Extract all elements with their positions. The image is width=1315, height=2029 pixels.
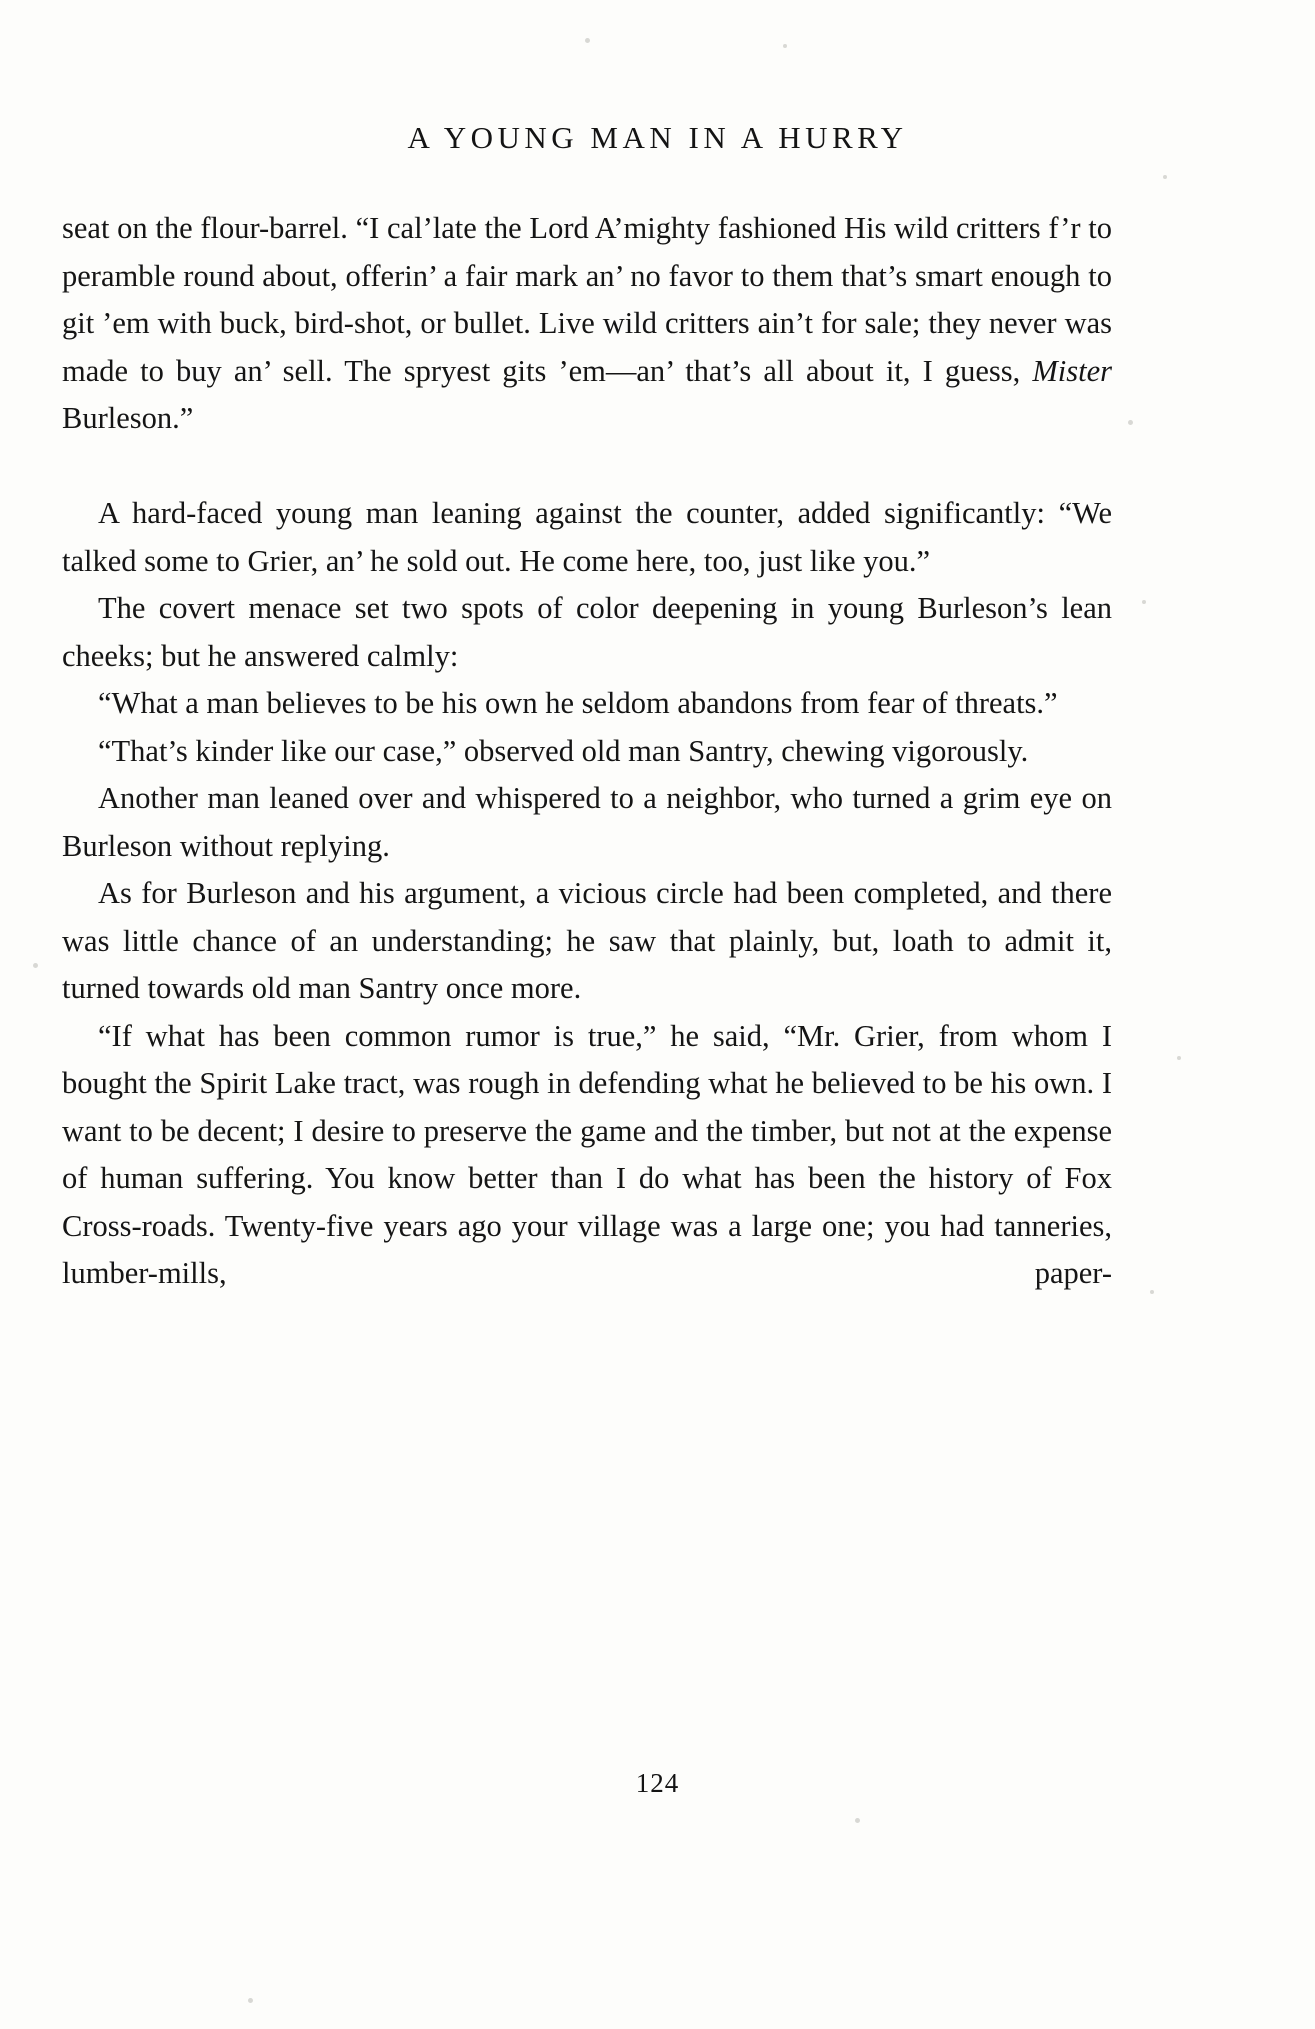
page-number: 124 <box>635 1768 680 1798</box>
scan-speck <box>1150 1290 1154 1294</box>
scan-speck <box>855 1818 860 1823</box>
scan-speck <box>33 963 38 968</box>
scan-speck <box>1128 420 1133 425</box>
paragraph-3: The covert menace set two spots of color deepening in young Burleson’s lean cheeks; but he answered calmly: <box>62 591 1112 673</box>
paragraph-1 <box>62 205 1112 490</box>
paragraph-1-italic: Mister <box>1032 353 1112 388</box>
paragraph-2: A hard-faced young man leaning against the counter, added significantly: “We talked some to Grier, an’ he sold out. He come here, too, just like you.” <box>62 496 1112 578</box>
paragraph-1-text-after: Burleson.” <box>62 401 194 435</box>
scan-speck <box>783 44 787 48</box>
scan-speck <box>1142 600 1146 604</box>
paragraph-1-text: seat on the flour-barrel. “I cal’late the Lord A’mighty fashioned His wild critters f’r to peramble round about, offerin’ a fair mark an’ no favor to them that’s smart enough to git ’em with buck, bird-shot, or bullet. Live wild critters ain’t for sale; they never was made to buy an’ sell. The spryest gits ’em—an’ that’s all about it, I guess, <box>62 211 1112 388</box>
paragraph-4: “What a man believes to be his own he seldom abandons from fear of threats.” <box>98 686 1058 720</box>
scan-speck <box>585 38 590 43</box>
scan-speck <box>1163 175 1167 179</box>
scan-speck <box>248 1998 253 2003</box>
body-text <box>62 205 1112 1345</box>
paragraph-7: As for Burleson and his argument, a vicious circle had been completed, and there was little chance of an understanding; he saw that plainly, but, loath to admit it, turned towards old man Santry once more. <box>62 876 1112 1005</box>
paragraph-5: “That’s kinder like our case,” observed old man Santry, chewing vigorously. <box>98 733 1029 768</box>
paragraph-8: “If what has been common rumor is true,” he said, “Mr. Grier, from whom I bought the Spirit Lake tract, was rough in defending what he believed to be his own. I want to be decent; I desire to preserve the game and the timber, but not at the expense of human suffering. You know better than I do what has been the history of Fox Cross-roads. Twenty-five years ago your village was a large one; you had tanneries, lumber-mills, paper- <box>62 1018 1112 1290</box>
running-head: A YOUNG MAN IN A HURRY <box>407 120 908 155</box>
paragraph-6: Another man leaned over and whispered to a neighbor, who turned a grim eye on Burleson without replying. <box>62 781 1112 863</box>
scan-speck <box>1177 1056 1181 1060</box>
